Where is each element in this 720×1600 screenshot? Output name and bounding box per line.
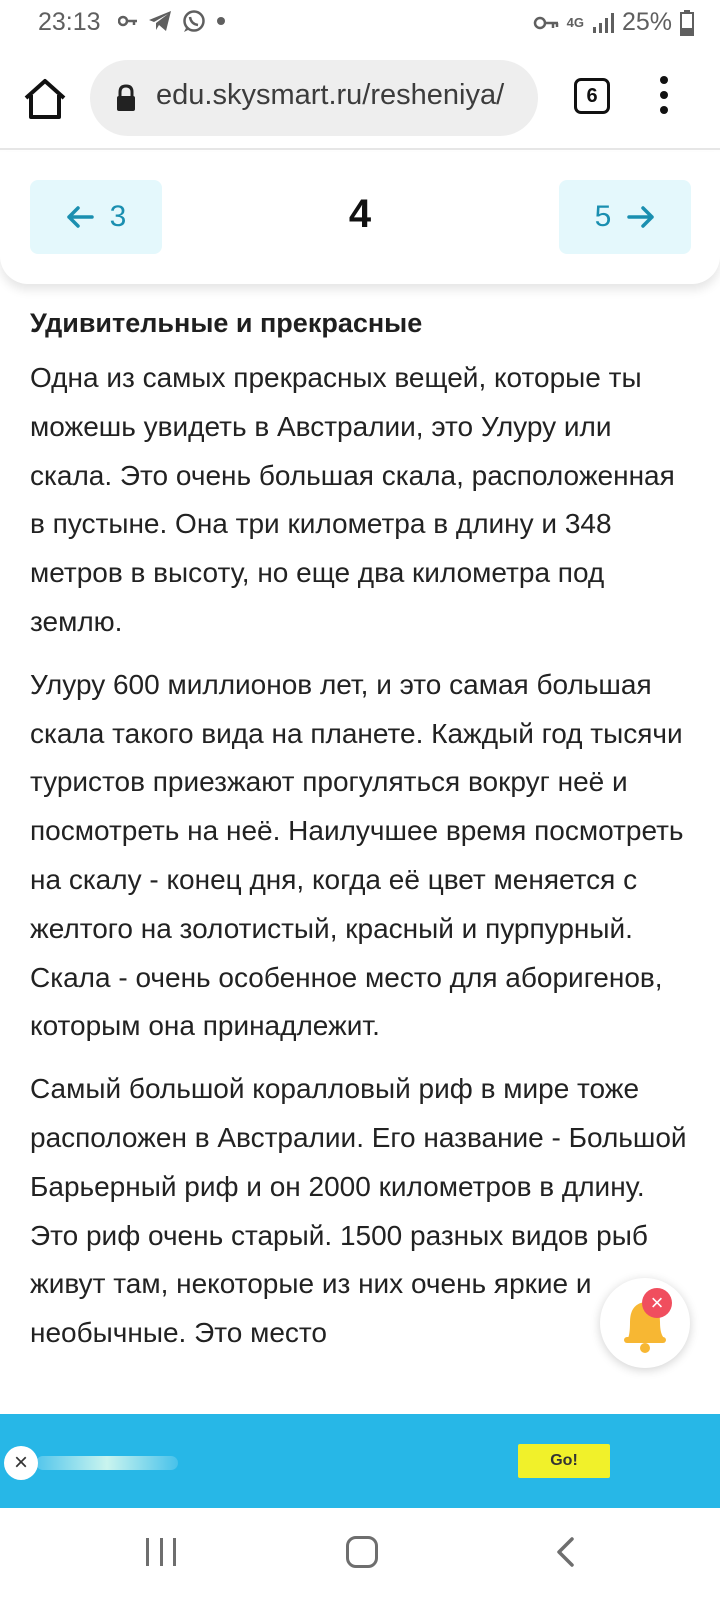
signal-icon	[592, 12, 614, 34]
recent-apps-icon[interactable]	[146, 1538, 176, 1566]
lock-icon	[116, 84, 136, 112]
vpn-key-icon	[533, 15, 559, 31]
battery-icon	[680, 10, 694, 36]
close-badge-icon[interactable]: ×	[642, 1288, 672, 1318]
address-bar[interactable]	[90, 60, 538, 136]
home-nav-icon[interactable]	[346, 1536, 378, 1568]
browser-toolbar	[0, 48, 720, 150]
status-notification-icons	[118, 9, 226, 33]
pager-card	[0, 152, 720, 284]
status-bar	[0, 0, 720, 48]
prev-page-button[interactable]	[30, 180, 162, 254]
article-paragraph: Самый большой коралловый риф в мире тоже расположен в Австралии. Его название - Большой Барьерный риф и он 2000 километров в длину. Это риф очень старый. 1500 разных видов рыб живут там, некоторые из них очень яркие и необычные. Это место	[30, 1073, 687, 1349]
dot-icon	[216, 16, 226, 26]
article-paragraph: Улуру 600 миллионов лет, и это самая большая скала такого вида на планете. Каждый год тысячи туристов приезжают прогуляться вокруг неё и посмотреть на неё. Наилучшее время посмотреть на скалу - конец дня, когда её цвет меняется с желтого на золотистый, красный и пурпурный. Скала - очень особенное место для аборигенов, которым она принадлежит.	[30, 668, 684, 1042]
url-text[interactable]: edu.skysmart.ru/resheniya/	[156, 79, 505, 111]
ad-decoration	[36, 1456, 178, 1470]
network-type: 4G	[566, 15, 584, 30]
more-vert-icon[interactable]	[656, 76, 672, 120]
article	[30, 290, 690, 1358]
ad-banner[interactable]	[0, 1414, 720, 1508]
article-paragraph: Одна из самых прекрасных вещей, которые ты можешь увидеть в Австралии, это Улуру или скала. Это очень большая скала, расположенная в пустыне. Она три километра в длину и 348 метров в высоту, но еще два километра под землю.	[30, 362, 675, 637]
next-page-button[interactable]	[559, 180, 691, 254]
bell-icon	[600, 1278, 690, 1368]
ad-go-button[interactable]: Go!	[518, 1444, 610, 1478]
article-heading: Удивительные и прекрасные	[30, 308, 423, 338]
current-page-label: 4	[348, 192, 372, 236]
status-system-icons	[533, 8, 694, 37]
next-page-label: 5	[594, 200, 612, 233]
back-icon[interactable]	[552, 1536, 582, 1568]
whatsapp-icon	[182, 9, 206, 33]
battery-percent: 25%	[621, 8, 672, 36]
tabs-button[interactable]: 6	[574, 78, 610, 114]
system-nav-bar	[0, 1508, 720, 1600]
arrow-left-icon	[66, 205, 94, 229]
key-icon	[118, 14, 138, 28]
prev-page-label: 3	[109, 200, 127, 233]
status-time: 23:13	[38, 8, 101, 36]
notification-bell-button[interactable]	[600, 1278, 690, 1368]
close-icon[interactable]: ×	[4, 1446, 38, 1480]
home-icon[interactable]	[22, 76, 68, 122]
telegram-icon	[148, 10, 172, 32]
arrow-right-icon	[627, 205, 655, 229]
